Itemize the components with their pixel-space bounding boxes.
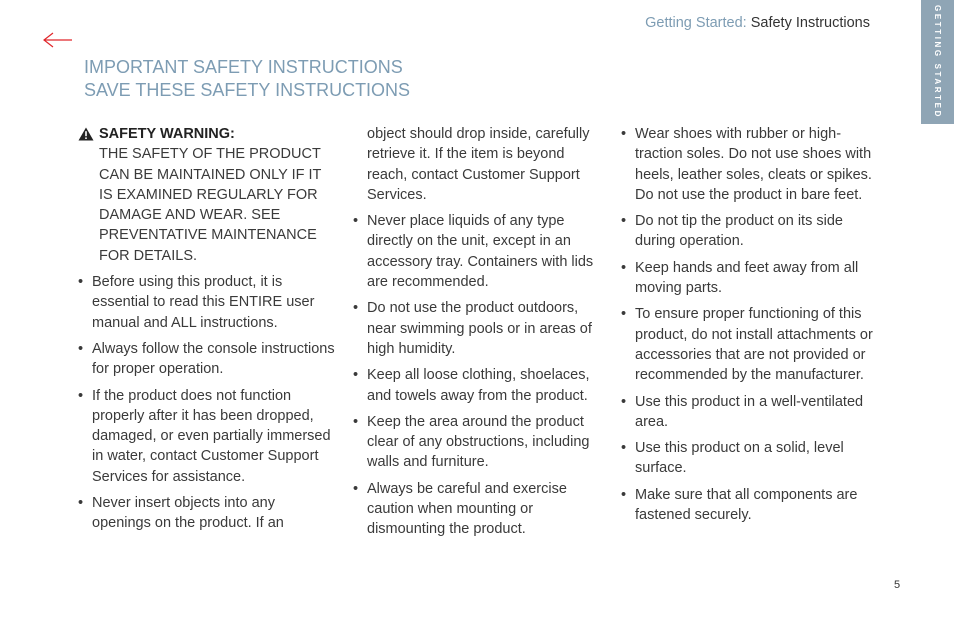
list-item: • Never insert objects into any openings on the product. If an — [78, 493, 336, 534]
list-item: • Use this product on a solid, level surface. — [621, 438, 873, 479]
page-number: 5 — [894, 579, 901, 591]
list-item: • Wear shoes with rubber or high-traction soles. Do not use shoes with heels, leather soles, cleats or spikes. Do not use the product in bare feet. — [621, 124, 873, 205]
section-side-tab[interactable] — [921, 0, 954, 124]
column-1 — [78, 124, 336, 540]
list-item: • To ensure proper functioning of this product, do not install attachments or accessories that are not provided or recommended by the manufacturer. — [621, 304, 873, 385]
breadcrumb-section[interactable]: Getting Started: — [645, 15, 747, 31]
list-item: • Keep hands and feet away from all moving parts. — [621, 258, 873, 299]
column-3 — [621, 124, 873, 531]
list-item: • Never place liquids of any type directly on the unit, except in an accessory tray. Containers with lids are recommended. — [353, 211, 601, 292]
side-tab-label: GETTING STARTED — [933, 5, 942, 119]
safety-warning-title: SAFETY WARNING: — [99, 126, 235, 142]
list-item: • Always be careful and exercise caution when mounting or dismounting the product. — [353, 479, 601, 540]
page-title — [84, 56, 410, 102]
title-line-1: IMPORTANT SAFETY INSTRUCTIONS — [84, 57, 403, 77]
list-item: • Do not tip the product on its side during operation. — [621, 211, 873, 252]
safety-warning-body: THE SAFETY OF THE PRODUCT CAN BE MAINTAINED ONLY IF IT IS EXAMINED REGULARLY FOR DAMAGE AND WEAR. SEE PREVENTATIVE MAINTENANCE FOR DETAILS. — [99, 146, 322, 264]
list-item: • If the product does not function properly after it has been dropped, damaged, or even partially immersed in water, contact Customer Support Services for assistance. — [78, 386, 336, 487]
list-item: • Make sure that all components are fastened securely. — [621, 485, 873, 526]
breadcrumb-page: Safety Instructions — [750, 15, 870, 31]
breadcrumb — [645, 15, 870, 31]
back-arrow-icon[interactable] — [42, 30, 74, 50]
column-2 — [353, 124, 601, 546]
list-item: • Before using this product, it is essential to read this ENTIRE user manual and ALL instructions. — [78, 272, 336, 333]
warning-triangle-icon — [78, 127, 94, 141]
list-item-continuation: object should drop inside, carefully retrieve it. If the item is beyond reach, contact Customer Support Services. — [367, 126, 590, 203]
list-item: • Use this product in a well-ventilated area. — [621, 392, 873, 433]
list-item: • Keep all loose clothing, shoelaces, and towels away from the product. — [353, 365, 601, 406]
safety-warning-heading — [78, 124, 336, 144]
list-item: • Always follow the console instructions for proper operation. — [78, 339, 336, 380]
list-item: • Keep the area around the product clear of any obstructions, including walls and furniture. — [353, 412, 601, 473]
list-item: • Do not use the product outdoors, near swimming pools or in areas of high humidity. — [353, 298, 601, 359]
title-line-2: SAVE THESE SAFETY INSTRUCTIONS — [84, 80, 411, 100]
